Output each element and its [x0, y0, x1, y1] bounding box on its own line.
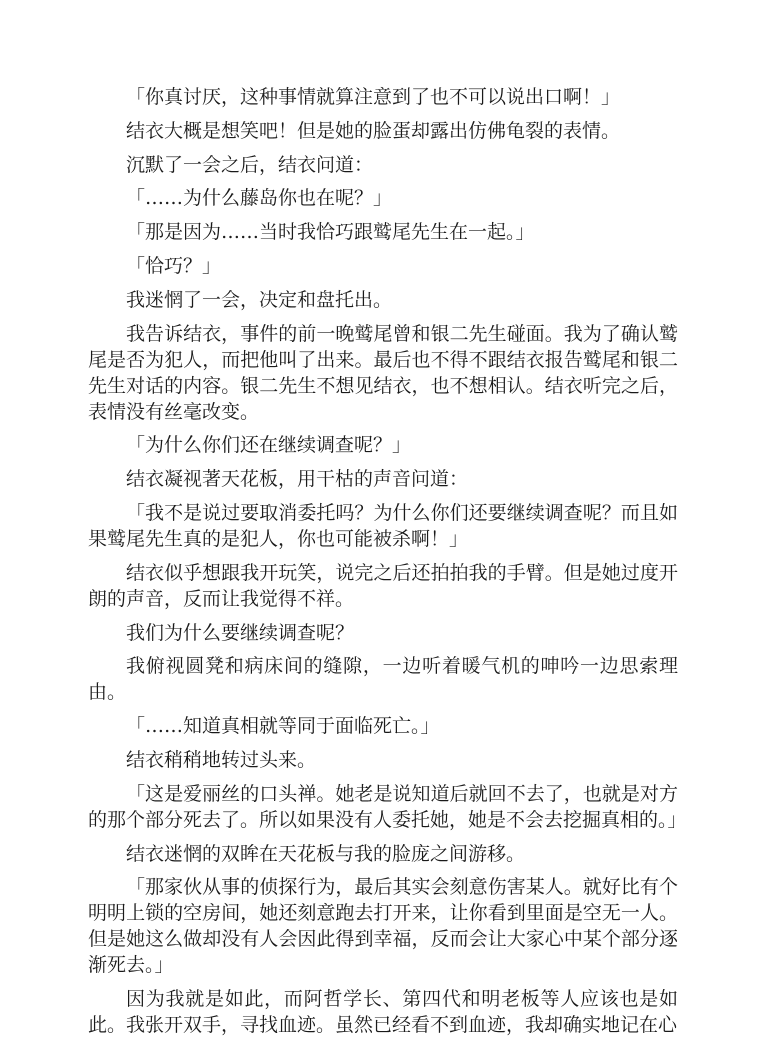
- paragraph: 「你真讨厌，这种事情就算注意到了也不可以说出口啊！」: [126, 86, 621, 108]
- paragraph: 结衣大概是想笑吧！但是她的脸蛋却露出仿佛龟裂的表情。: [126, 119, 621, 142]
- paragraph: 沉默了一会之后，结衣问道：: [126, 153, 374, 176]
- paragraph: 「为什么你们还在继续调查呢？」: [126, 434, 412, 457]
- page-body: [88, 84, 687, 1046]
- paragraph: 「我不是说过要取消委托吗？为什么你们还要继续调查呢？而且如果鹫尾先生真的是犯人，你也可能被杀啊！」: [88, 501, 678, 550]
- paragraph: 「那家伙从事的侦探行为，最后其实会刻意伤害某人。就好比有个明明上锁的空房间，她还刻意跑去打开来，让你看到里面是空无一人。但是她这么做却没有人会因此得到幸福，反而会让大家心中某个部分逐渐死去。」: [88, 876, 678, 977]
- paragraph: 因为我就是如此，而阿哲学长、第四代和明老板等人应该也是如此。我张开双手，寻找血迹。虽然已经看不到血迹，我却确实地记在心: [88, 988, 678, 1037]
- paragraph: 我迷惘了一会，决定和盘托出。: [126, 288, 393, 311]
- paragraph: 结衣凝视著天花板，用干枯的声音问道：: [126, 468, 469, 491]
- paragraph: 我俯视圆凳和病床间的缝隙，一边听着暖气机的呻吟一边思索理由。: [88, 655, 678, 704]
- paragraph: 「那是因为……当时我恰巧跟鹫尾先生在一起。」: [126, 221, 535, 244]
- paragraph: 结衣迷惘的双眸在天花板与我的脸庞之间游移。: [126, 842, 526, 865]
- paragraph: 「这是爱丽丝的口头禅。她老是说知道后就回不去了，也就是对方的那个部分死去了。所以如果没有人委托她，她是不会去挖掘真相的。」: [88, 782, 687, 831]
- paragraph: 我们为什么要继续调查呢？: [126, 621, 355, 644]
- paragraph: 「……知道真相就等同于面临死亡。」: [126, 715, 440, 738]
- paragraph: 结衣似乎想跟我开玩笑，说完之后还拍拍我的手臂。但是她过度开朗的声音，反而让我觉得不祥。: [88, 561, 678, 610]
- paragraph: 「恰巧？」: [126, 254, 222, 277]
- paragraph: 结衣稍稍地转过头来。: [126, 748, 317, 771]
- paragraph: 「……为什么藤岛你也在呢？」: [126, 187, 393, 210]
- paragraph: 我告诉结衣，事件的前一晚鹫尾曾和银二先生碰面。我为了确认鹫尾是否为犯人，而把他叫了出来。最后也不得不跟结衣报告鹫尾和银二先生对话的内容。银二先生不想见结衣，也不想相认。结衣听完之后，表情没有丝毫改变。: [88, 322, 678, 423]
